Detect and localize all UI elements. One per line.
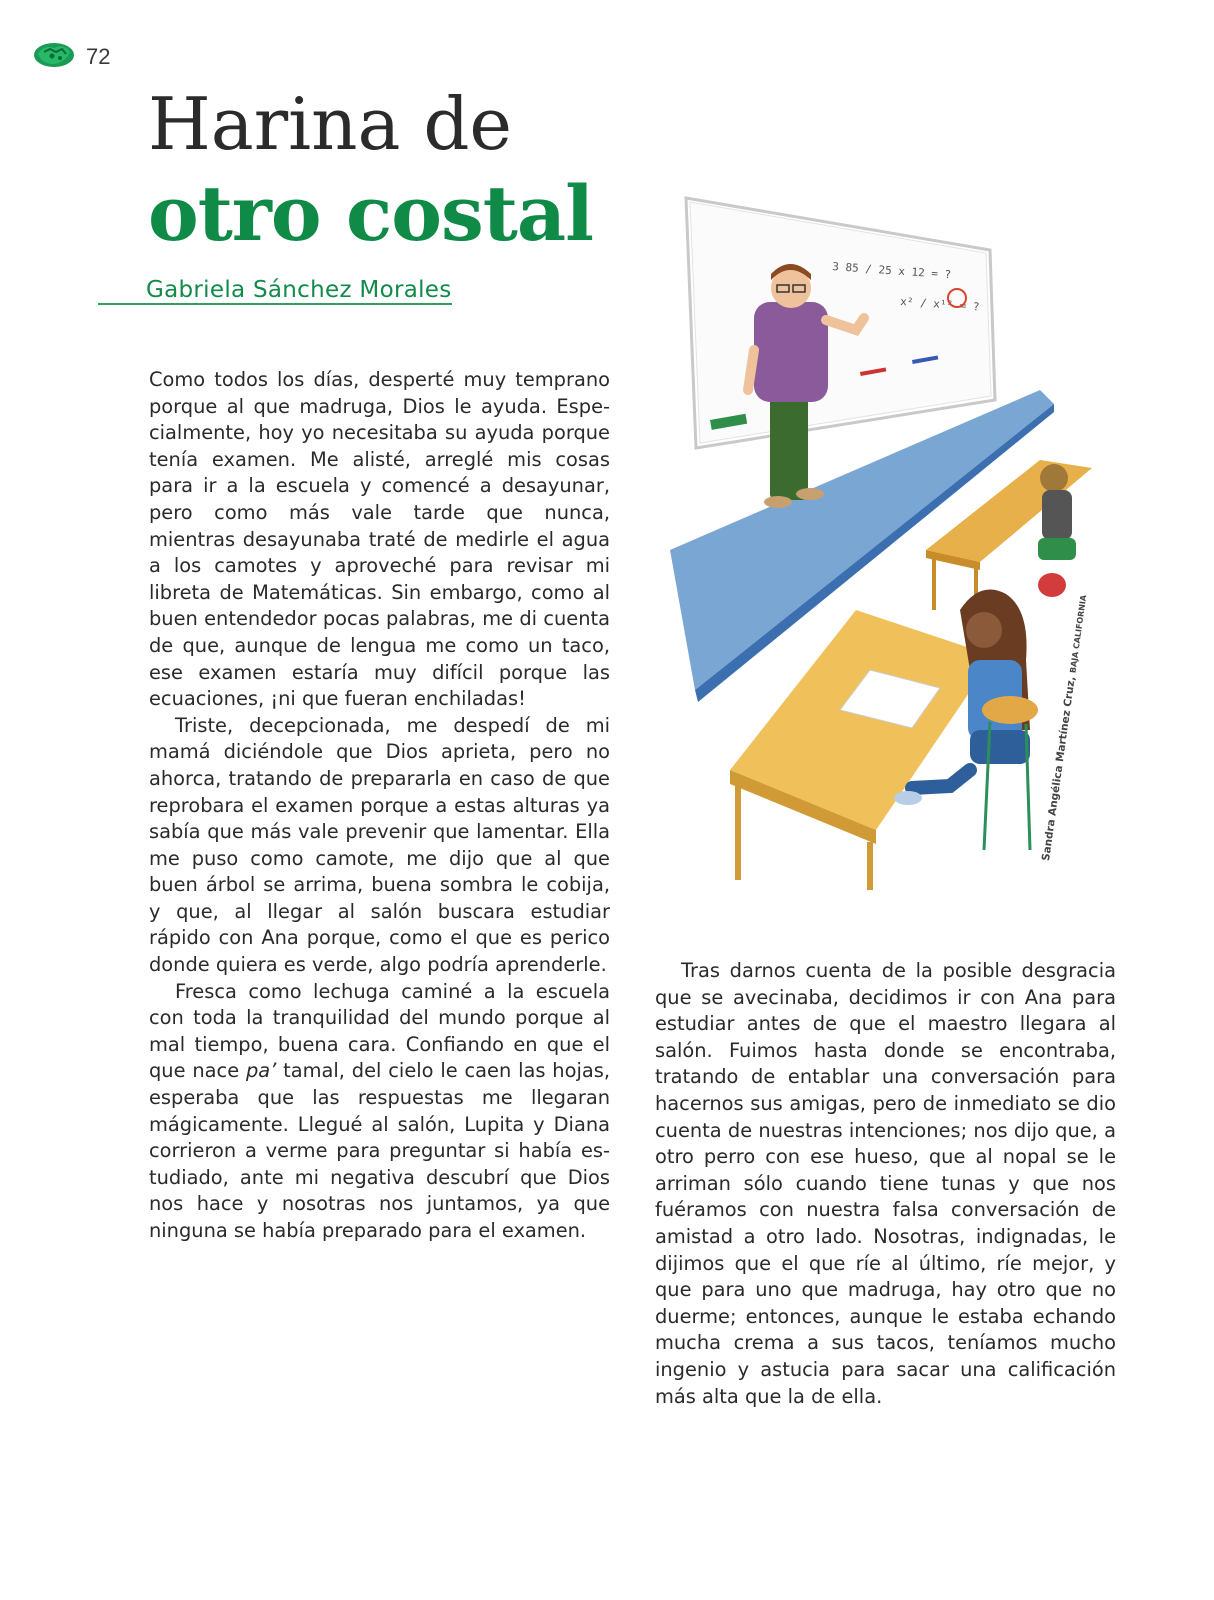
paragraph-1: Como todos los días, desperté muy temprano porque al que madruga, Dios le ayuda. Especialmente, hoy yo necesitaba su ayuda porque tenía examen. Me alisté, arreglé mis cosas para ir a la escuela y comencé a desayunar, pero como más vale tarde que nunca, mientras desayunaba traté de medirle el agua a los camotes y aproveché para revisar mi libreta de Matemáticas. Sin embargo, como al buen entendedor pocas palabras, me di cuenta de que, aunque de lengua me como un taco, ese examen estaría muy difícil porque las ecuaciones, ¡ni que fueran enchiladas! bbox=[149, 368, 610, 711]
text-column-right bbox=[655, 958, 1116, 1410]
paragraph-3-part-b: tamal, del cielo le caen las hojas, esperaba que las respuestas me llegaran mágicamente. Llegué al salón, Lupita y Diana corrieron a verme para preguntar si había estudiado, ante mi negativa descubrí que Dios nos hace y nosotras nos juntamos, ya que ninguna se había preparado para el examen. bbox=[149, 1059, 610, 1242]
credit-name: Sandra Angélica Martínez Cruz, bbox=[1040, 675, 1078, 862]
article-author: Gabriela Sánchez Morales bbox=[146, 277, 452, 303]
paragraph-4: Tras darnos cuenta de la posible desgracia que se avecinaba, decidimos ir con Ana para estudiar antes de que el maestro llegara al salón. Fuimos hasta donde se encontraba, tratando de entablar una conversación para hacernos sus amigas, pero de inmediato se dio cuenta de nuestras intenciones; nos dijo que, a otro perro con ese hueso, que al nopal se le arriman sólo cuando tiene tunas y que nos fuéramos con nuestra falsa conversación de amistad a otro lado. Nosotras, indignadas, le dijimos que el que ríe al último, ríe mejor, y que para uno que madruga, hay otro que no duerme; entonces, aunque le estaba echando mucha crema a sus tacos, teníamos mucho ingenio y astucia para sacar una calificación más alta que la de ella. bbox=[655, 959, 1116, 1408]
credit-place: BAJA CALIFORNIA bbox=[1068, 594, 1089, 674]
paragraph-2: Triste, decepcionada, me despedí de mi mamá diciéndole que Dios aprieta, pero no ahorca, tratando de prepararla en caso de que reprobara el examen porque a estas alturas ya sabía que más vale prevenir que lamentar. Ella me puso como camote, me dijo que al que buen árbol se arrima, buena sombra le cobija, y que, al llegar al salón buscara estudiar rápido con Ana porque, como el que es perico donde quiera es verde, algo podría aprenderle. bbox=[149, 713, 610, 977]
mexico-seal-icon bbox=[32, 40, 76, 70]
paragraph-3-italic: pa’ bbox=[245, 1059, 277, 1083]
board-math-2: x² / x¹² = ? bbox=[899, 295, 980, 314]
page-number: 72 bbox=[86, 44, 111, 69]
author-underline bbox=[98, 303, 452, 305]
text-column-left bbox=[149, 367, 610, 1245]
board-math-1: 3 85 / 25 x 12 = ? bbox=[831, 260, 952, 282]
article-title-line1: Harina de bbox=[148, 82, 513, 166]
paragraph-3 bbox=[149, 979, 610, 1245]
article-title-line2: otro costal bbox=[148, 169, 593, 258]
paragraph-3-part-a: Fresca como lechuga caminé a la escuela con toda la tranquilidad del mundo porque al mal tiempo, buena cara. Confiando en que el que nace bbox=[149, 979, 610, 1083]
